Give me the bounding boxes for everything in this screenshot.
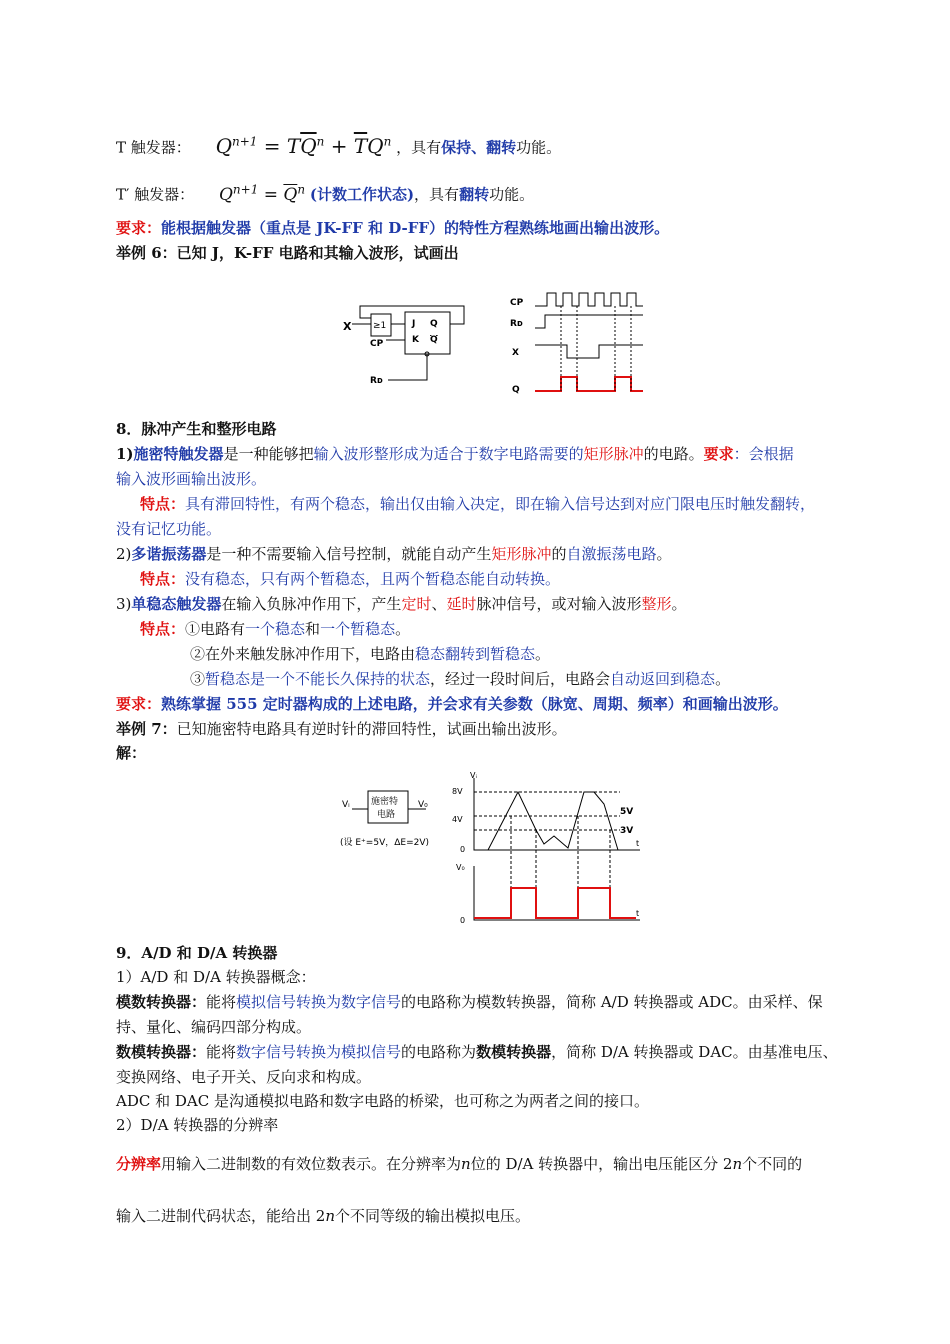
res-c: 个不同的 bbox=[742, 1155, 803, 1173]
wave-cp bbox=[535, 293, 643, 306]
ex7-text: 已知施密特电路具有逆时针的滞回特性，试画出输出波形。 bbox=[176, 720, 567, 738]
tp-eq-sup: n+1 bbox=[232, 182, 259, 196]
wave-rd-label: Rᴅ bbox=[510, 319, 524, 329]
jk-waveform-diagram bbox=[505, 288, 655, 398]
tick-0b: 0 bbox=[460, 916, 466, 925]
jk-k-label: K bbox=[412, 335, 419, 345]
tp-ff-keyword: 翻转 bbox=[459, 185, 490, 204]
box-line1: 施密特 bbox=[371, 797, 399, 807]
example-6: 举例 6：已知 J，K-FF 电路和其输入波形，试画出 bbox=[116, 244, 459, 262]
sec8-f2 bbox=[140, 568, 560, 590]
tick-5v: 5V bbox=[620, 807, 634, 817]
f3-a3: 和 bbox=[305, 620, 321, 638]
f3-c1: ③ bbox=[190, 670, 206, 688]
block-vo-label: V₀ bbox=[418, 800, 428, 810]
eq-tbar: $\overline{T}$ bbox=[353, 133, 368, 158]
jk-j-label: J bbox=[412, 319, 416, 329]
sec8-requirement bbox=[116, 693, 788, 715]
res-n: n bbox=[461, 1155, 471, 1173]
sec8-f1-line2: 没有记忆功能。 bbox=[116, 520, 222, 538]
res-keyword: 分辨率 bbox=[116, 1155, 162, 1173]
f3-a4: 一个暂稳态 bbox=[320, 620, 396, 638]
req1-label: 要求： bbox=[116, 219, 162, 237]
p1-num: 1) bbox=[116, 445, 134, 463]
f3-label: 特点： bbox=[140, 620, 186, 638]
p1-keyword: 施密特触发器 bbox=[133, 445, 224, 463]
axis-vo-label: V₀ bbox=[456, 863, 465, 872]
p3-num: 3) bbox=[116, 595, 132, 613]
jk-qbar-label: Q bbox=[430, 335, 438, 345]
req1-text: 能根据触发器（重点是 JK-FF 和 D-FF）的特性方程熟练地画出输出波形。 bbox=[161, 219, 670, 237]
eq-plus: + bbox=[324, 133, 354, 158]
wave-rd bbox=[535, 315, 643, 328]
tp-eq-eq: = bbox=[258, 184, 284, 205]
p2-a: 是一种不需要输入信号控制，就能自动产生 bbox=[206, 545, 492, 563]
tp-ff-equation bbox=[218, 182, 306, 205]
resolution-line1 bbox=[116, 1153, 802, 1175]
p2-d: 自激振荡电路 bbox=[566, 545, 657, 563]
t-ff-after: ，具有 bbox=[396, 138, 442, 157]
tick-4v: 4V bbox=[452, 815, 463, 824]
p2-num: 2) bbox=[116, 545, 132, 563]
f1-label: 特点： bbox=[140, 495, 186, 513]
eq-qbar: $\overline{Q}$ bbox=[300, 133, 317, 158]
eq-n1: n bbox=[316, 134, 325, 148]
circuit-wires bbox=[352, 306, 464, 380]
f1-text: 具有滞回特性，有两个稳态，输出仅由输入决定，即在输入信号达到对应门限电压时触发翻转， bbox=[185, 495, 816, 513]
tp-eq-n: n bbox=[297, 182, 306, 196]
f2-text: 没有稳态，只有两个暂稳态，且两个暂稳态能自动转换。 bbox=[185, 570, 561, 588]
p1-e: ：会根据 bbox=[733, 445, 794, 463]
wave-q bbox=[535, 377, 643, 391]
res-a: 用输入二进制数的有效位数表示。在分辨率为 bbox=[161, 1155, 462, 1173]
circuit-rd-label: Rᴅ bbox=[370, 376, 384, 386]
t-ff-line bbox=[116, 130, 561, 159]
sec8-p3 bbox=[116, 593, 687, 615]
schmitt-waveform-diagram bbox=[450, 770, 650, 930]
dac-line2: 变换网络、电子开关、反向求和构成。 bbox=[116, 1068, 372, 1086]
resolution-line2 bbox=[116, 1205, 530, 1227]
vi-vo-guides bbox=[511, 816, 610, 918]
sec8-p2 bbox=[116, 543, 672, 565]
jk-circuit-diagram bbox=[330, 288, 480, 398]
p1-b: 输入波形整形成为适合于数字电路需要的 bbox=[313, 445, 584, 463]
p1-a: 是一种能够把 bbox=[223, 445, 314, 463]
t-ff-keyword: 保持、翻转 bbox=[441, 138, 517, 157]
tp-ff-tail: 功能。 bbox=[489, 185, 535, 204]
wave-x-label: X bbox=[512, 348, 519, 358]
dac-b: 数字信号转换为模拟信号 bbox=[236, 1043, 402, 1061]
f3-b1: ②在外来触发脉冲作用下，电路由 bbox=[190, 645, 416, 663]
dac-c: 的电路称为 bbox=[401, 1043, 477, 1061]
eq-eq: = T bbox=[257, 133, 301, 158]
param-note: (设 E⁺=5V，ΔE=2V) bbox=[340, 838, 430, 848]
res-n3: n bbox=[325, 1207, 335, 1225]
sec8-f3-a bbox=[140, 618, 410, 640]
f3-a2: 一个稳态 bbox=[245, 620, 306, 638]
or-gate-label: ≥1 bbox=[373, 321, 387, 331]
p3-g: 。 bbox=[671, 595, 687, 613]
eq-n2: n bbox=[383, 134, 392, 148]
p1-d: 的电路。 bbox=[643, 445, 704, 463]
eq-q: Q bbox=[215, 133, 232, 158]
vo-axes bbox=[474, 866, 640, 920]
solution-label: 解： bbox=[116, 744, 147, 762]
p2-c: 的 bbox=[551, 545, 567, 563]
p2-e: 。 bbox=[656, 545, 672, 563]
adc-a: 能将 bbox=[206, 993, 237, 1011]
axis-t-label: t bbox=[636, 839, 640, 848]
adc-c: 的电路称为模数转换器，简称 A/D 转换器或 ADC。由采样、保 bbox=[401, 993, 823, 1011]
dac-d: 数模转换器 bbox=[476, 1043, 552, 1061]
t-ff-tail: 功能。 bbox=[516, 138, 562, 157]
p3-d: 延时 bbox=[446, 595, 477, 613]
ex7-label: 举例 7： bbox=[116, 720, 177, 738]
circuit-cp-label: CP bbox=[370, 339, 384, 349]
tp-ff-line bbox=[116, 178, 534, 206]
sec9-title: 9．A/D 和 D/A 转换器 bbox=[116, 944, 278, 962]
t-ff-label: T 触发器： bbox=[116, 138, 191, 157]
dac-a: 能将 bbox=[206, 1043, 237, 1061]
requirement-1 bbox=[116, 217, 669, 239]
sec8-f1-line1 bbox=[140, 493, 815, 515]
res-n2: n bbox=[732, 1155, 743, 1173]
tp-eq-qbar: $\overline{Q}$ bbox=[283, 184, 298, 205]
f3-c4: 自动返回到稳态 bbox=[610, 670, 716, 688]
vo-wave bbox=[474, 888, 636, 918]
tp-ff-paren: (计数工作状态) bbox=[309, 185, 415, 204]
adc-line1 bbox=[116, 991, 823, 1013]
p1-c: 矩形脉冲 bbox=[583, 445, 644, 463]
sec9-s2: 2）D/A 转换器的分辨率 bbox=[116, 1116, 279, 1134]
eq-q2: Q bbox=[367, 133, 384, 158]
p3-f: 整形 bbox=[641, 595, 672, 613]
sec8-p1-line2: 输入波形画输出波形。 bbox=[116, 470, 267, 488]
f3-a1: ①电路有 bbox=[185, 620, 246, 638]
vi-wave bbox=[488, 792, 618, 850]
jk-q-label: Q bbox=[430, 319, 438, 329]
eq-sup: n+1 bbox=[231, 134, 258, 148]
res-b: 位的 D/A 转换器中，输出电压能区分 2 bbox=[470, 1155, 733, 1173]
f2-label: 特点： bbox=[140, 570, 186, 588]
tp-ff-label: T′ 触发器： bbox=[116, 185, 195, 204]
res-d: 输入二进制代码状态，能给出 2 bbox=[116, 1207, 326, 1225]
axis-vi-label: Vᵢ bbox=[470, 771, 477, 780]
p3-e: 脉冲信号，或对输入波形 bbox=[476, 595, 642, 613]
f3-b3: 。 bbox=[535, 645, 551, 663]
tick-8v: 8V bbox=[452, 787, 463, 796]
p3-a: 在输入负脉冲作用下，产生 bbox=[221, 595, 402, 613]
tick-3v: 3V bbox=[620, 826, 634, 836]
sec9-s1: 1）A/D 和 D/A 转换器概念： bbox=[116, 968, 316, 986]
sec8-p1-line1 bbox=[116, 443, 794, 465]
f3-b2: 稳态翻转到暂稳态 bbox=[415, 645, 536, 663]
bridge-line: ADC 和 DAC 是沟通模拟电路和数字电路的桥梁，也可称之为两者之间的接口。 bbox=[116, 1092, 649, 1110]
sec8-title: 8．脉冲产生和整形电路 bbox=[116, 420, 277, 438]
block-vi-label: Vᵢ bbox=[342, 800, 350, 810]
dac-e: ，简称 D/A 转换器或 DAC。由基准电压、 bbox=[551, 1043, 838, 1061]
dac-keyword: 数模转换器： bbox=[116, 1043, 207, 1061]
wave-x bbox=[535, 345, 643, 358]
schmitt-block-diagram bbox=[338, 785, 458, 855]
sec8-f3-b bbox=[190, 643, 550, 665]
adc-keyword: 模数转换器： bbox=[116, 993, 207, 1011]
adc-b: 模拟信号转换为数字信号 bbox=[236, 993, 402, 1011]
p3-b: 定时 bbox=[401, 595, 432, 613]
p3-c: 、 bbox=[431, 595, 447, 613]
req2-label: 要求： bbox=[116, 695, 162, 713]
f3-c2: 暂稳态是一个不能长久保持的状态 bbox=[205, 670, 431, 688]
wave-guides bbox=[561, 306, 631, 391]
dac-line1 bbox=[116, 1041, 838, 1063]
example-7 bbox=[116, 718, 567, 740]
wave-q-label: Q bbox=[512, 385, 520, 395]
tp-ff-after: ，具有 bbox=[414, 185, 460, 204]
f3-a5: 。 bbox=[395, 620, 411, 638]
f3-c5: 。 bbox=[715, 670, 731, 688]
p2-keyword: 多谐振荡器 bbox=[131, 545, 207, 563]
axis-tb-label: t bbox=[636, 909, 640, 918]
t-ff-equation bbox=[216, 134, 392, 158]
res-e: 个不同等级的输出模拟电压。 bbox=[335, 1207, 531, 1225]
wave-cp-label: CP bbox=[510, 298, 524, 308]
box-line2: 电路 bbox=[377, 810, 396, 820]
p3-keyword: 单稳态触发器 bbox=[131, 595, 222, 613]
sec8-f3-c bbox=[190, 668, 730, 690]
adc-line2: 持、量化、编码四部分构成。 bbox=[116, 1018, 312, 1036]
p2-b: 矩形脉冲 bbox=[491, 545, 552, 563]
f3-c3: ，经过一段时间后，电路会 bbox=[430, 670, 611, 688]
req2-text: 熟练掌握 555 定时器构成的上述电路，并会求有关参数（脉宽、周期、频率）和画输出波形。 bbox=[161, 695, 788, 713]
tick-0: 0 bbox=[460, 845, 466, 854]
tp-eq-q: Q bbox=[218, 184, 233, 205]
p1-req: 要求 bbox=[703, 445, 734, 463]
circuit-x-label: X bbox=[343, 320, 352, 333]
